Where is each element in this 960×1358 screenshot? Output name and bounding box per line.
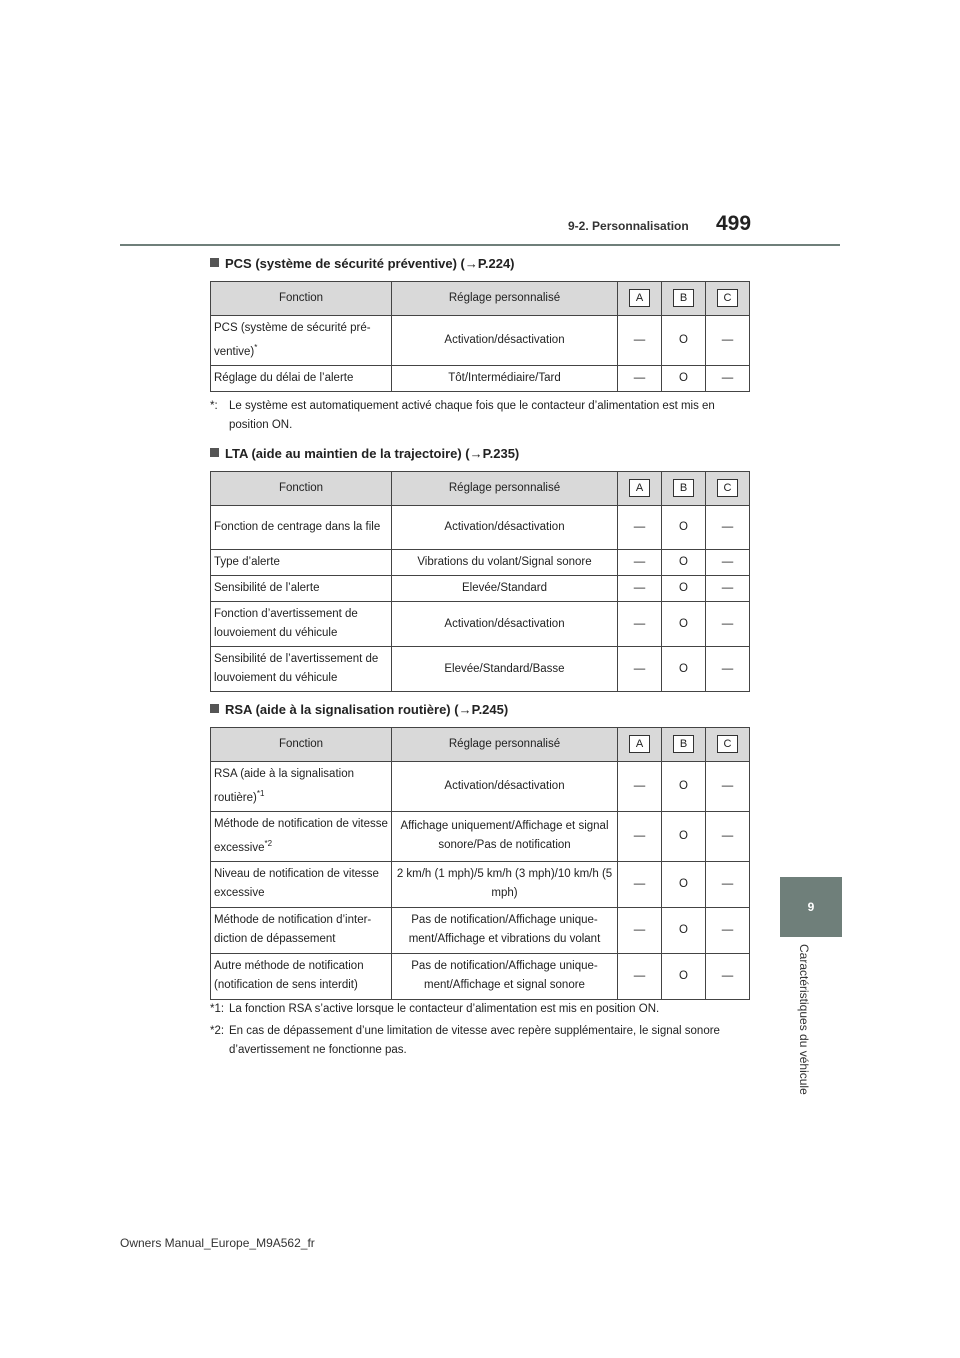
box-letter-b: B	[673, 735, 694, 753]
col-header-a	[618, 472, 662, 506]
mark-a: —	[618, 861, 662, 907]
table-row	[211, 762, 750, 812]
lta-section-title	[210, 446, 519, 461]
table-row	[211, 953, 750, 999]
function-cell: Autre méthode de notification (notification de sens interdit)	[211, 953, 392, 999]
mark-b: O	[662, 953, 706, 999]
mark-a: —	[618, 953, 662, 999]
mark-b: O	[662, 647, 706, 692]
col-header-setting: Réglage personnalisé	[392, 472, 618, 506]
mark-b: O	[662, 550, 706, 576]
col-header-b	[662, 728, 706, 762]
function-cell: Niveau de notification de vitesse excessive	[211, 861, 392, 907]
header-divider	[120, 244, 840, 246]
setting-cell: Activation/désactivation	[392, 506, 618, 550]
setting-cell: Tôt/Intermédiaire/Tard	[392, 366, 618, 392]
pcs-footnote	[210, 397, 750, 435]
table-header-row	[211, 728, 750, 762]
mark-a: —	[618, 811, 662, 861]
table-row	[211, 316, 750, 366]
mark-a: —	[618, 602, 662, 647]
table-row	[211, 811, 750, 861]
rsa-title-text: RSA (aide à la signalisation routière) (→P.245)	[225, 702, 509, 717]
pcs-title-text: PCS (système de sécurité préventive) (→P.224)	[225, 256, 515, 271]
function-cell: Réglage du délai de l’alerte	[211, 366, 392, 392]
mark-b: O	[662, 861, 706, 907]
pcs-section-title	[210, 256, 515, 271]
function-cell: PCS (système de sécurité pré-ventive)*	[211, 316, 392, 366]
mark-a: —	[618, 506, 662, 550]
setting-cell: Pas de notification/Affichage unique-ment/Affichage et signal sonore	[392, 953, 618, 999]
lta-title-text: LTA (aide au maintien de la trajectoire) (→P.235)	[225, 446, 520, 461]
mark-a: —	[618, 316, 662, 366]
col-header-setting: Réglage personnalisé	[392, 282, 618, 316]
pcs-table	[210, 281, 750, 392]
footnote-mark: *2:	[210, 1025, 225, 1037]
mark-a: —	[618, 550, 662, 576]
mark-c: —	[706, 316, 750, 366]
setting-cell: Pas de notification/Affichage unique-ment/Affichage et vibrations du volant	[392, 907, 618, 953]
table-header-row	[211, 282, 750, 316]
col-header-function: Fonction	[211, 472, 392, 506]
footnote-text: Le système est automatiquement activé chaque fois que le contacteur d’alimentation est mis en position ON.	[229, 400, 715, 431]
setting-cell: Affichage uniquement/Affichage et signal sonore/Pas de notification	[392, 811, 618, 861]
mark-b: O	[662, 811, 706, 861]
mark-b: O	[662, 762, 706, 812]
setting-cell: Activation/désactivation	[392, 762, 618, 812]
bullet-square-icon	[210, 258, 219, 267]
mark-c: —	[706, 576, 750, 602]
section-title: 9-2. Personnalisation	[568, 219, 689, 233]
mark-a: —	[618, 907, 662, 953]
function-cell: Méthode de notification d’inter-diction de dépassement	[211, 907, 392, 953]
mark-a: —	[618, 576, 662, 602]
col-header-a	[618, 728, 662, 762]
col-header-c	[706, 282, 750, 316]
mark-b: O	[662, 366, 706, 392]
setting-cell: Activation/désactivation	[392, 602, 618, 647]
table-row	[211, 366, 750, 392]
mark-a: —	[618, 647, 662, 692]
setting-cell: Activation/désactivation	[392, 316, 618, 366]
mark-b: O	[662, 316, 706, 366]
function-cell: RSA (aide à la signalisation routière)$^{*1}$	[211, 762, 392, 812]
col-header-a	[618, 282, 662, 316]
rsa-footnote-2	[210, 1022, 750, 1060]
function-cell: Fonction d’avertissement de louvoiement du véhicule	[211, 602, 392, 647]
chapter-tab[interactable]	[780, 877, 842, 937]
table-row	[211, 647, 750, 692]
setting-cell: Vibrations du volant/Signal sonore	[392, 550, 618, 576]
box-letter-a: A	[629, 735, 650, 753]
mark-c: —	[706, 861, 750, 907]
bullet-square-icon	[210, 704, 219, 713]
table-row	[211, 550, 750, 576]
col-header-b	[662, 282, 706, 316]
mark-a: —	[618, 762, 662, 812]
mark-b: O	[662, 506, 706, 550]
table-row	[211, 907, 750, 953]
footnote-mark: *1:	[210, 1003, 225, 1015]
lta-table	[210, 471, 750, 692]
box-letter-a: A	[629, 289, 650, 307]
mark-c: —	[706, 907, 750, 953]
mark-c: —	[706, 762, 750, 812]
setting-cell: Elevée/Standard/Basse	[392, 647, 618, 692]
mark-c: —	[706, 647, 750, 692]
box-letter-b: B	[673, 289, 694, 307]
function-cell: Fonction de centrage dans la file	[211, 506, 392, 550]
mark-c: —	[706, 366, 750, 392]
col-header-c	[706, 728, 750, 762]
mark-c: —	[706, 506, 750, 550]
mark-b: O	[662, 576, 706, 602]
mark-c: —	[706, 953, 750, 999]
chapter-number: 9	[807, 900, 815, 914]
footnote-text: La fonction RSA s’active lorsque le contacteur d’alimentation est mis en position ON.	[229, 1003, 660, 1015]
table-row	[211, 861, 750, 907]
mark-b: O	[662, 907, 706, 953]
col-header-setting: Réglage personnalisé	[392, 728, 618, 762]
page-number: 499	[716, 212, 752, 235]
bullet-square-icon	[210, 448, 219, 457]
box-letter-c: C	[717, 479, 738, 497]
col-header-function: Fonction	[211, 728, 392, 762]
table-row	[211, 576, 750, 602]
table-row	[211, 602, 750, 647]
function-cell: Sensibilité de l’avertissement de louvoiement du véhicule	[211, 647, 392, 692]
table-row	[211, 506, 750, 550]
col-header-c	[706, 472, 750, 506]
col-header-function: Fonction	[211, 282, 392, 316]
function-cell: Méthode de notification de vitesse excessive$^{*2}$	[211, 811, 392, 861]
setting-cell: Elevée/Standard	[392, 576, 618, 602]
rsa-section-title	[210, 702, 508, 717]
chapter-label: Caractéristiques du véhicule	[797, 944, 811, 1095]
table-header-row	[211, 472, 750, 506]
footnote-mark: *:	[210, 400, 218, 412]
rsa-footnote-1	[210, 1000, 750, 1019]
col-header-b	[662, 472, 706, 506]
function-cell: Type d’alerte	[211, 550, 392, 576]
mark-c: —	[706, 811, 750, 861]
box-letter-a: A	[629, 479, 650, 497]
mark-b: O	[662, 602, 706, 647]
footer-doc-id: Owners Manual_Europe_M9A562_fr	[120, 1236, 315, 1250]
mark-c: —	[706, 550, 750, 576]
box-letter-c: C	[717, 735, 738, 753]
function-cell: Sensibilité de l’alerte	[211, 576, 392, 602]
footnote-text: En cas de dépassement d’une limitation de vitesse avec repère supplémentaire, le signal sonore d’avertissement ne fonctionne pas.	[229, 1025, 720, 1056]
setting-cell: 2 km/h (1 mph)/5 km/h (3 mph)/10 km/h (5 mph)	[392, 861, 618, 907]
mark-a: —	[618, 366, 662, 392]
rsa-table	[210, 727, 750, 1000]
box-letter-b: B	[673, 479, 694, 497]
box-letter-c: C	[717, 289, 738, 307]
mark-c: —	[706, 602, 750, 647]
